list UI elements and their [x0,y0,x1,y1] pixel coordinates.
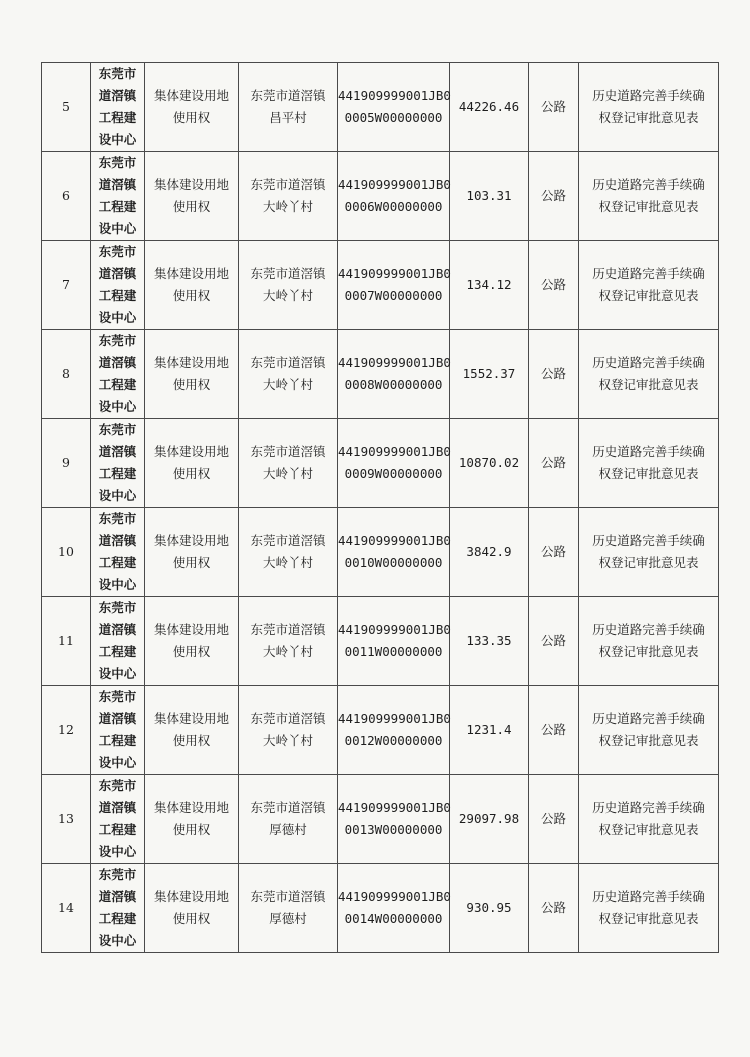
right-type-cell [145,775,239,864]
land-use-cell: 公路 [529,330,579,419]
right-type-cell-line: 使用权 [172,733,211,748]
holder-unit-cell-line: 工程建 [98,911,137,926]
table-row [42,686,719,775]
holder-unit-cell-line: 道滘镇 [98,355,137,370]
parcel-code-cell [338,63,450,152]
basis-document-cell-line: 历史道路完善手续确 [592,444,705,459]
parcel-code-cell-line: 0006W00000000 [344,199,443,214]
holder-unit-cell [91,419,145,508]
location-cell-line: 东莞市道滘镇 [250,533,326,548]
area-cell: 133.35 [450,597,529,686]
holder-unit-cell [91,508,145,597]
holder-unit-cell-line: 设中心 [98,310,137,325]
holder-unit-cell-line: 工程建 [98,822,137,837]
holder-unit-cell-line: 设中心 [98,755,137,770]
basis-document-cell-line: 权登记审批意见表 [598,288,699,303]
holder-unit-cell [91,864,145,953]
area-cell: 29097.98 [450,775,529,864]
area-cell: 134.12 [450,241,529,330]
right-type-cell-line: 使用权 [172,288,211,303]
right-type-cell-line: 使用权 [172,466,211,481]
table-row [42,597,719,686]
basis-document-cell [579,241,719,330]
basis-document-cell-line: 历史道路完善手续确 [592,889,705,904]
holder-unit-cell-line: 设中心 [98,933,137,948]
basis-document-cell-line: 历史道路完善手续确 [592,711,705,726]
parcel-code-cell [338,152,450,241]
holder-unit-cell-line: 东莞市 [98,778,137,793]
parcel-code-cell-line: 441909999001JB0 [338,355,451,370]
land-use-cell: 公路 [529,241,579,330]
holder-unit-cell-line: 工程建 [98,733,137,748]
right-type-cell-line: 集体建设用地 [153,800,229,815]
right-type-cell [145,152,239,241]
location-cell-line: 东莞市道滘镇 [250,800,326,815]
right-type-cell [145,864,239,953]
basis-document-cell-line: 权登记审批意见表 [598,199,699,214]
location-cell-line: 东莞市道滘镇 [250,355,326,370]
basis-document-cell [579,775,719,864]
right-type-cell-line: 集体建设用地 [153,622,229,637]
holder-unit-cell-line: 东莞市 [98,422,137,437]
parcel-code-cell-line: 441909999001JB0 [338,800,451,815]
land-use-cell: 公路 [529,597,579,686]
holder-unit-cell [91,775,145,864]
location-cell [239,419,338,508]
area-cell: 930.95 [450,864,529,953]
holder-unit-cell-line: 东莞市 [98,511,137,526]
right-type-cell-line: 集体建设用地 [153,889,229,904]
holder-unit-cell [91,686,145,775]
parcel-code-cell-line: 441909999001JB0 [338,622,451,637]
land-use-cell: 公路 [529,419,579,508]
right-type-cell-line: 集体建设用地 [153,266,229,281]
parcel-code-cell [338,419,450,508]
holder-unit-cell-line: 设中心 [98,577,137,592]
location-cell-line: 大岭丫村 [262,733,313,748]
parcel-code-cell-line: 0008W00000000 [344,377,443,392]
parcel-code-cell-line: 0013W00000000 [344,822,443,837]
parcel-code-cell-line: 0007W00000000 [344,288,443,303]
table-row [42,864,719,953]
area-cell: 1231.4 [450,686,529,775]
table-row [42,419,719,508]
holder-unit-cell-line: 设中心 [98,399,137,414]
holder-unit-cell-line: 道滘镇 [98,711,137,726]
holder-unit-cell-line: 东莞市 [98,600,137,615]
right-type-cell-line: 使用权 [172,377,211,392]
holder-unit-cell-line: 工程建 [98,644,137,659]
location-cell [239,152,338,241]
holder-unit-cell-line: 道滘镇 [98,889,137,904]
location-cell-line: 东莞市道滘镇 [250,266,326,281]
right-type-cell-line: 使用权 [172,110,211,125]
right-type-cell [145,241,239,330]
table-row [42,508,719,597]
holder-unit-cell-line: 工程建 [98,466,137,481]
parcel-code-cell-line: 441909999001JB0 [338,266,451,281]
basis-document-cell-line: 权登记审批意见表 [598,377,699,392]
basis-document-cell-line: 权登记审批意见表 [598,466,699,481]
basis-document-cell [579,686,719,775]
right-type-cell-line: 使用权 [172,822,211,837]
parcel-code-cell-line: 441909999001JB0 [338,177,451,192]
basis-document-cell [579,597,719,686]
holder-unit-cell-line: 道滘镇 [98,622,137,637]
basis-document-cell-line: 历史道路完善手续确 [592,533,705,548]
right-type-cell-line: 使用权 [172,199,211,214]
right-type-cell-line: 使用权 [172,555,211,570]
holder-unit-cell-line: 设中心 [98,844,137,859]
right-type-cell [145,63,239,152]
area-cell: 103.31 [450,152,529,241]
table-row [42,241,719,330]
location-cell-line: 东莞市道滘镇 [250,889,326,904]
holder-unit-cell-line: 工程建 [98,377,137,392]
parcel-code-cell-line: 0012W00000000 [344,733,443,748]
table-row [42,330,719,419]
location-cell [239,597,338,686]
holder-unit-cell [91,152,145,241]
table-row [42,775,719,864]
right-type-cell-line: 集体建设用地 [153,88,229,103]
location-cell [239,241,338,330]
parcel-code-cell-line: 441909999001JB0 [338,711,451,726]
parcel-code-cell-line: 441909999001JB0 [338,889,451,904]
location-cell-line: 大岭丫村 [262,644,313,659]
location-cell [239,63,338,152]
row-number-cell: 11 [42,597,91,686]
table-row [42,152,719,241]
basis-document-cell-line: 权登记审批意见表 [598,644,699,659]
parcel-code-cell [338,686,450,775]
basis-document-cell-line: 权登记审批意见表 [598,822,699,837]
location-cell-line: 东莞市道滘镇 [250,711,326,726]
parcel-code-cell [338,330,450,419]
holder-unit-cell-line: 东莞市 [98,66,137,81]
location-cell-line: 大岭丫村 [262,199,313,214]
row-number-cell: 12 [42,686,91,775]
land-use-cell: 公路 [529,686,579,775]
basis-document-cell-line: 权登记审批意见表 [598,911,699,926]
land-use-cell: 公路 [529,775,579,864]
table-row [42,63,719,152]
location-cell [239,508,338,597]
row-number-cell: 10 [42,508,91,597]
parcel-code-cell [338,775,450,864]
area-cell: 10870.02 [450,419,529,508]
holder-unit-cell-line: 设中心 [98,132,137,147]
parcel-code-cell [338,508,450,597]
holder-unit-cell-line: 东莞市 [98,244,137,259]
holder-unit-cell-line: 道滘镇 [98,177,137,192]
right-type-cell [145,508,239,597]
basis-document-cell-line: 权登记审批意见表 [598,555,699,570]
basis-document-cell-line: 历史道路完善手续确 [592,177,705,192]
parcel-code-cell-line: 0005W00000000 [344,110,443,125]
holder-unit-cell-line: 工程建 [98,555,137,570]
location-cell-line: 厚德村 [269,911,307,926]
table-body [42,63,719,953]
basis-document-cell [579,152,719,241]
holder-unit-cell-line: 道滘镇 [98,800,137,815]
location-cell-line: 大岭丫村 [262,377,313,392]
holder-unit-cell-line: 东莞市 [98,689,137,704]
basis-document-cell-line: 权登记审批意见表 [598,733,699,748]
holder-unit-cell-line: 工程建 [98,288,137,303]
holder-unit-cell-line: 工程建 [98,110,137,125]
holder-unit-cell-line: 道滘镇 [98,533,137,548]
right-type-cell [145,330,239,419]
basis-document-cell-line: 历史道路完善手续确 [592,622,705,637]
right-type-cell-line: 集体建设用地 [153,711,229,726]
row-number-cell: 6 [42,152,91,241]
parcel-code-cell-line: 441909999001JB0 [338,88,451,103]
row-number-cell: 9 [42,419,91,508]
parcel-code-cell-line: 441909999001JB0 [338,444,451,459]
parcel-code-cell-line: 0010W00000000 [344,555,443,570]
location-cell [239,775,338,864]
holder-unit-cell-line: 道滘镇 [98,444,137,459]
holder-unit-cell-line: 设中心 [98,666,137,681]
land-use-cell: 公路 [529,152,579,241]
row-number-cell: 14 [42,864,91,953]
area-cell: 1552.37 [450,330,529,419]
location-cell [239,686,338,775]
parcel-code-cell [338,597,450,686]
basis-document-cell-line: 历史道路完善手续确 [592,266,705,281]
land-use-cell: 公路 [529,508,579,597]
land-use-cell: 公路 [529,864,579,953]
location-cell-line: 东莞市道滘镇 [250,444,326,459]
location-cell-line: 大岭丫村 [262,555,313,570]
holder-unit-cell-line: 设中心 [98,488,137,503]
right-type-cell [145,419,239,508]
holder-unit-cell-line: 工程建 [98,199,137,214]
location-cell-line: 东莞市道滘镇 [250,88,326,103]
basis-document-cell-line: 历史道路完善手续确 [592,88,705,103]
location-cell [239,864,338,953]
holder-unit-cell-line: 设中心 [98,221,137,236]
basis-document-cell [579,508,719,597]
holder-unit-cell [91,63,145,152]
holder-unit-cell-line: 东莞市 [98,155,137,170]
location-cell [239,330,338,419]
row-number-cell: 8 [42,330,91,419]
holder-unit-cell-line: 道滘镇 [98,88,137,103]
parcel-code-cell-line: 0014W00000000 [344,911,443,926]
location-cell-line: 昌平村 [269,110,307,125]
location-cell-line: 大岭丫村 [262,466,313,481]
area-cell: 3842.9 [450,508,529,597]
parcel-code-cell [338,241,450,330]
right-type-cell-line: 集体建设用地 [153,444,229,459]
holder-unit-cell [91,330,145,419]
basis-document-cell-line: 历史道路完善手续确 [592,800,705,815]
holder-unit-cell-line: 东莞市 [98,333,137,348]
parcel-code-cell [338,864,450,953]
right-type-cell [145,597,239,686]
right-type-cell-line: 使用权 [172,911,211,926]
right-type-cell-line: 集体建设用地 [153,355,229,370]
parcel-code-cell-line: 441909999001JB0 [338,533,451,548]
row-number-cell: 5 [42,63,91,152]
holder-unit-cell-line: 东莞市 [98,867,137,882]
location-cell-line: 厚德村 [269,822,307,837]
location-cell-line: 大岭丫村 [262,288,313,303]
basis-document-cell-line: 权登记审批意见表 [598,110,699,125]
parcel-code-cell-line: 0009W00000000 [344,466,443,481]
land-registration-table [41,62,719,953]
right-type-cell [145,686,239,775]
holder-unit-cell [91,597,145,686]
basis-document-cell [579,419,719,508]
location-cell-line: 东莞市道滘镇 [250,622,326,637]
basis-document-cell [579,63,719,152]
parcel-code-cell-line: 0011W00000000 [344,644,443,659]
holder-unit-cell-line: 道滘镇 [98,266,137,281]
right-type-cell-line: 使用权 [172,644,211,659]
basis-document-cell-line: 历史道路完善手续确 [592,355,705,370]
right-type-cell-line: 集体建设用地 [153,533,229,548]
area-cell: 44226.46 [450,63,529,152]
holder-unit-cell [91,241,145,330]
row-number-cell: 13 [42,775,91,864]
right-type-cell-line: 集体建设用地 [153,177,229,192]
row-number-cell: 7 [42,241,91,330]
basis-document-cell [579,864,719,953]
location-cell-line: 东莞市道滘镇 [250,177,326,192]
land-use-cell: 公路 [529,63,579,152]
basis-document-cell [579,330,719,419]
